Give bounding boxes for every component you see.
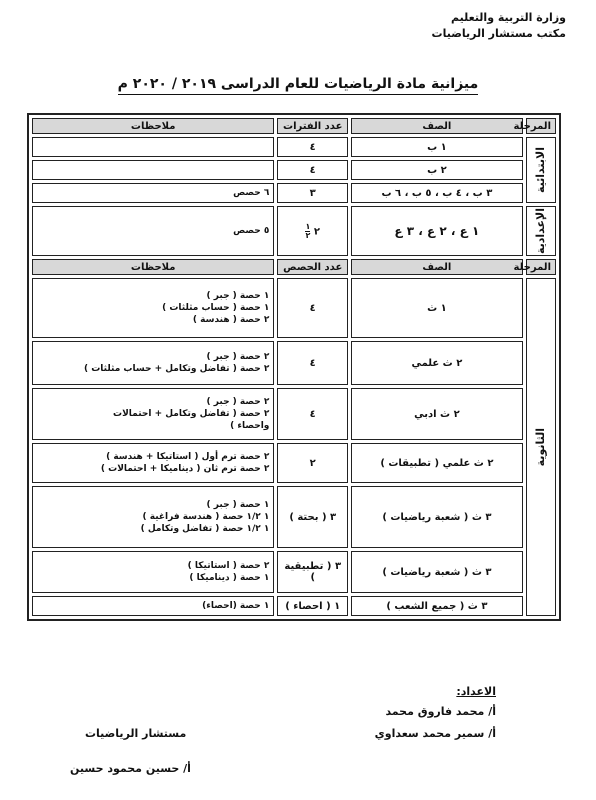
table-row (32, 486, 556, 548)
ministry-name: وزارة التربية والتعليم (451, 11, 566, 24)
notes-cell: ٦ حصص (32, 183, 274, 203)
grade-cell: ٣ ث ( جميع الشعب ) (351, 596, 523, 616)
periods-cell: ٢ (277, 443, 348, 483)
notes-header: ملاحظات (32, 118, 274, 134)
periods-cell: ٢ $\frac{١}{٢}$ (277, 206, 348, 256)
page-title: ميزانية مادة الرياضيات للعام الدراسى ٢٠١٩ / ٢٠٢٠ م (0, 76, 596, 92)
table-row (32, 388, 556, 440)
table-row (32, 278, 556, 338)
office-name: مكتب مستشار الرياضيات (431, 27, 566, 40)
notes-cell: ١ حصة (احصاء) (32, 596, 274, 616)
primary-stage: الابتدائية (526, 137, 556, 203)
periods-cell: ٤ (277, 160, 348, 180)
notes-cell: ٢ حصة ( استاتيكا ) ١ حصة ( ديناميكا ) (32, 551, 274, 593)
author-name: أ/ سمير محمد سعداوي (374, 727, 496, 740)
periods-cell: ١ ( احصاء ) (277, 596, 348, 616)
notes-cell: ٢ حصة ترم أول ( استاتيكا + هندسة ) ٢ حصة ترم ثان ( ديناميكا + احتمالات ) (32, 443, 274, 483)
grade-header: الصف (351, 118, 523, 134)
notes-cell: ٢ حصة ( جبر ) ٢ حصة ( تفاضل وتكامل + احتمالات واحصاء ) (32, 388, 274, 440)
table2-header (32, 259, 556, 275)
periods-header: عدد الفترات (277, 118, 348, 134)
notes-header: ملاحظات (32, 259, 274, 275)
periods-cell: ٤ (277, 137, 348, 157)
periods-cell: ٤ (277, 388, 348, 440)
table-row (32, 206, 556, 256)
table1-header (32, 118, 556, 134)
grade-cell: ٣ ث ( شعبة رياضيات ) (351, 551, 523, 593)
grade-cell: ٢ ث علمي ( تطبيقات ) (351, 443, 523, 483)
grade-cell: ٢ ب (351, 160, 523, 180)
grade-cell: ١ ع ، ٢ ع ، ٣ ع (351, 206, 523, 256)
consultant-title: مستشار الرياضيات (85, 727, 187, 740)
notes-cell (32, 160, 274, 180)
notes-cell: ١ حصة ( جبر ) ١ ١/٢ حصة ( هندسة فراغية ) ١ ١/٢ حصة ( تفاضل وتكامل ) (32, 486, 274, 548)
grade-cell: ٢ ث علمي (351, 341, 523, 385)
document-header (432, 10, 566, 42)
table-row (32, 443, 556, 483)
stage-header: المرحلة (526, 118, 556, 134)
periods-cell: ٣ (277, 183, 348, 203)
budget-table (27, 113, 561, 621)
author-name: أ/ محمد فاروق محمد (385, 705, 496, 718)
table-row (32, 596, 556, 616)
grade-cell: ٢ ث ادبي (351, 388, 523, 440)
grade-cell: ١ ب (351, 137, 523, 157)
notes-cell: ٢ حصة ( جبر ) ٢ حصة ( تفاضل وتكامل + حساب مثلثات ) (32, 341, 274, 385)
secondary-stage: الثانوية (526, 278, 556, 616)
table-row (32, 137, 556, 157)
prepared-by-label: الاعداد: (456, 685, 496, 698)
table-row (32, 183, 556, 203)
notes-cell: ١ حصة ( جبر ) ١ حصة ( حساب مثلثات ) ٢ حصة ( هندسة ) (32, 278, 274, 338)
periods-header: عدد الحصص (277, 259, 348, 275)
periods-cell: ٣ ( تطبيقية ) (277, 551, 348, 593)
periods-cell: ٤ (277, 341, 348, 385)
grade-cell: ٣ ب ، ٤ ب ، ٥ ب ، ٦ ب (351, 183, 523, 203)
grade-cell: ١ ث (351, 278, 523, 338)
table-row (32, 160, 556, 180)
table-row (32, 341, 556, 385)
grade-header: الصف (351, 259, 523, 275)
prep-stage: الإعدادية (526, 206, 556, 256)
consultant-name: أ/ حسين محمود حسين (70, 762, 191, 775)
fraction: $\frac{١}{٢}$ (305, 221, 311, 240)
periods-cell: ٣ ( بحتة ) (277, 486, 348, 548)
table-row (32, 551, 556, 593)
notes-cell (32, 137, 274, 157)
grade-cell: ٣ ث ( شعبة رياضيات ) (351, 486, 523, 548)
periods-cell: ٤ (277, 278, 348, 338)
notes-cell: ٥ حصص (32, 206, 274, 256)
stage-header: المرحلة (526, 259, 556, 275)
